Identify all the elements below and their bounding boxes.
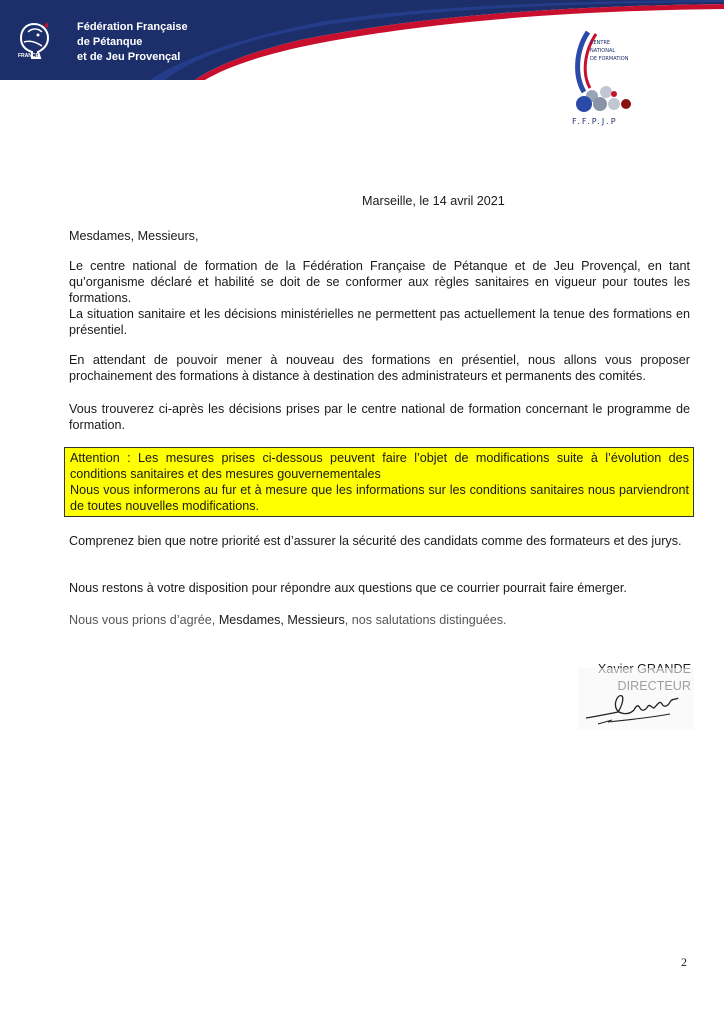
attention-line: Nous vous informerons au fur et à mesure que les informations sur les conditions sanitaires nous parviendront de toutes nouvelles modifications. (70, 483, 689, 513)
letter-paragraph: En attendant de pouvoir mener à nouveau des formations en présentiel, nous allons vous proposer prochainement des formations à distance à destination des administrateurs et permanents des comités. (69, 353, 690, 383)
federation-name-line: et de Jeu Provençal (77, 51, 181, 63)
letter-date: Marseille, le 14 avril 2021 (362, 194, 505, 208)
logo-text: FRANCE (18, 53, 39, 59)
closing-text: , nos salutations distinguées. (344, 613, 507, 627)
letter-paragraph: La situation sanitaire et les décisions ministérielles ne permettent pas actuellement la tenue des formations en présentiel. (69, 307, 690, 337)
closing-salutation: Mesdames, Messieurs (218, 613, 345, 627)
federation-name-line: Fédération Française (77, 21, 188, 33)
closing-paragraph (69, 612, 690, 628)
attention-line: Attention : Les mesures prises ci-dessous peuvent faire l’objet de modifications suite à l’évolution des conditions sanitaires et des mesures gouvernementales (70, 451, 689, 481)
letter-greeting: Mesdames, Messieurs, (69, 229, 199, 243)
letter-paragraph: Comprenez bien que notre priorité est d’assurer la sécurité des candidats comme des formateurs et des jurys. (69, 534, 682, 548)
cnf-logo-text: NATIONAL (590, 48, 616, 54)
closing-text: Nous vous prions d’agrée, (69, 613, 219, 627)
handwritten-signature (578, 668, 694, 730)
letter-paragraph: Nous restons à votre disposition pour répondre aux questions que ce courrier pourrait faire émerger. (69, 581, 627, 595)
letter-paragraph: Vous trouverez ci-après les décisions prises par le centre national de formation concernant le programme de formation. (69, 402, 690, 432)
cnf-logo-text: CENTRE (590, 40, 611, 46)
cnf-logo-text: DE FORMATION (590, 56, 629, 62)
letter-paragraph: Le centre national de formation de la Fédération Française de Pétanque et de Jeu Provençal, en tant qu’organisme déclaré et habilité se doit de se conformer aux règles sanitaires en vigueur pour toutes les formations. (69, 259, 690, 305)
page-number: 2 (681, 955, 687, 969)
cnf-logo-caption: F.F.P.J.P (572, 117, 618, 126)
federation-name-line: de Pétanque (77, 36, 143, 48)
attention-notice (64, 447, 694, 517)
